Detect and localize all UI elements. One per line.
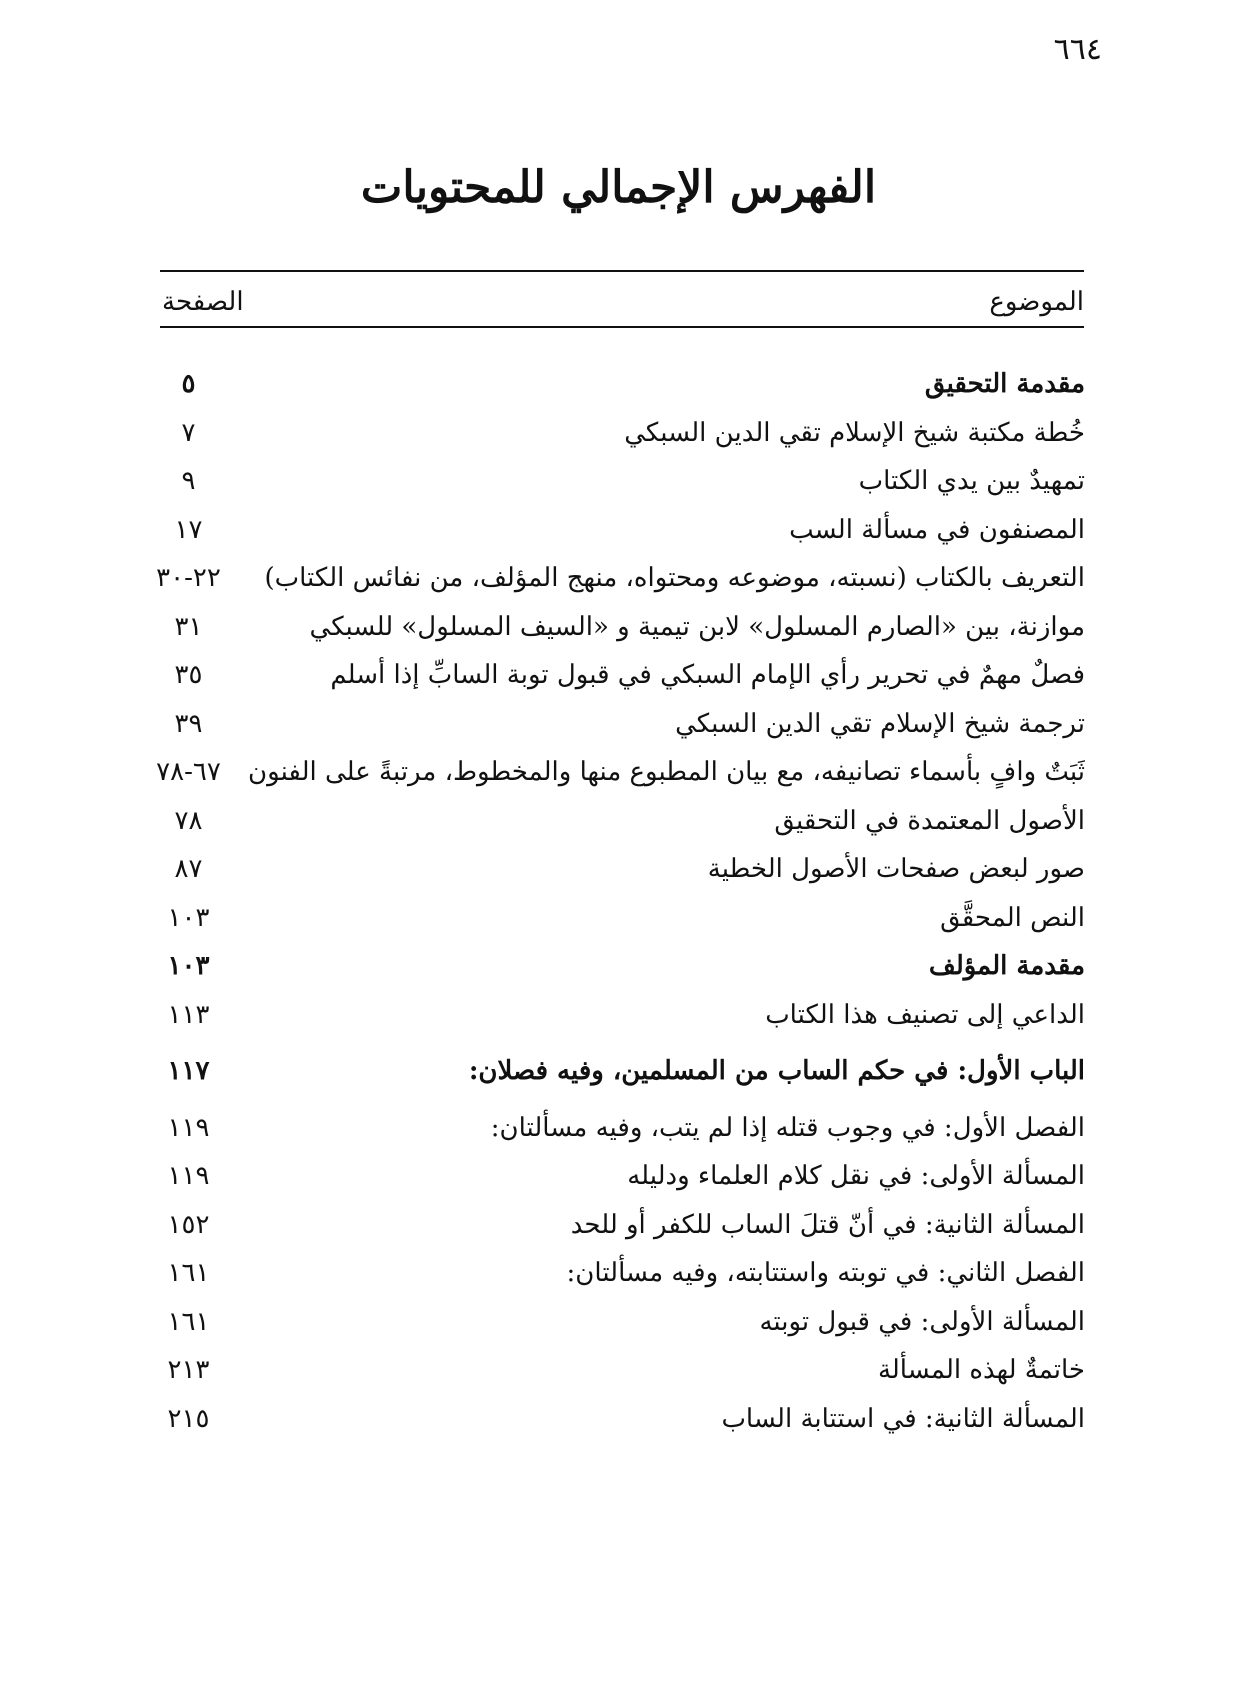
toc-entry-page: ١٧ bbox=[174, 514, 203, 545]
toc-entry bbox=[150, 1201, 1085, 1250]
toc-entry-title: النص المحقَّق bbox=[940, 902, 1085, 933]
toc-entry-title: مقدمة المؤلف bbox=[928, 951, 1085, 982]
toc-entry bbox=[150, 1346, 1085, 1395]
toc-entry-page: ١١٩ bbox=[167, 1112, 210, 1143]
toc-entry-title: خاتمةٌ لهذه المسألة bbox=[877, 1355, 1085, 1386]
toc-entry-title: المسألة الثانية: في أنّ قتلَ الساب للكفر أو للحد bbox=[570, 1209, 1085, 1240]
toc-entry bbox=[150, 457, 1085, 506]
toc-entry bbox=[150, 845, 1085, 894]
toc-entry-title: موازنة، بين «الصارم المسلول» لابن تيمية و «السيف المسلول» للسبكي bbox=[309, 611, 1085, 642]
toc-entry-page: ١٠٣ bbox=[167, 902, 210, 933]
toc-entry bbox=[150, 409, 1085, 458]
toc-entry bbox=[150, 894, 1085, 943]
toc-entry-title: التعريف بالكتاب (نسبته، موضوعه ومحتواه، منهج المؤلف، من نفائس الكتاب) bbox=[264, 563, 1085, 594]
toc-entry bbox=[150, 1249, 1085, 1298]
toc-entry-page: ٢١٥ bbox=[167, 1403, 210, 1434]
toc-entry-title: مقدمة التحقيق bbox=[924, 369, 1085, 400]
toc-entry-title: ترجمة شيخ الإسلام تقي الدين السبكي bbox=[675, 708, 1085, 739]
toc-entry-title: المصنفون في مسألة السب bbox=[789, 514, 1085, 545]
toc-entry-page: ٥ bbox=[181, 369, 196, 400]
page-number: ٦٦٤ bbox=[1053, 32, 1102, 67]
toc-entry bbox=[150, 797, 1085, 846]
toc-entry-title: الأصول المعتمدة في التحقيق bbox=[774, 805, 1085, 836]
toc-entry-page: ١٦١ bbox=[167, 1258, 210, 1289]
toc-entry bbox=[150, 1152, 1085, 1201]
toc-entry-page: ٢١٣ bbox=[167, 1355, 210, 1386]
toc-entry bbox=[150, 506, 1085, 555]
toc-entry bbox=[150, 700, 1085, 749]
toc-entry-page: ٢٢-٣٠ bbox=[156, 563, 221, 594]
toc-entry-title: الفصل الثاني: في توبته واستتابته، وفيه مسألتان: bbox=[566, 1258, 1085, 1289]
header-top-rule bbox=[160, 270, 1084, 272]
toc-entry-title: تمهيدٌ بين يدي الكتاب bbox=[858, 466, 1085, 497]
toc-entry bbox=[150, 651, 1085, 700]
toc-body bbox=[150, 360, 1085, 1443]
toc-entry bbox=[150, 603, 1085, 652]
toc-entry-page: ٣٩ bbox=[174, 708, 203, 739]
toc-entry-title: خُطة مكتبة شيخ الإسلام تقي الدين السبكي bbox=[624, 417, 1085, 448]
toc-entry bbox=[150, 554, 1085, 603]
toc-entry bbox=[150, 1096, 1085, 1153]
toc-entry-page: ٨٧ bbox=[174, 854, 203, 885]
toc-entry-page: ١١٣ bbox=[167, 999, 210, 1030]
toc-entry-page: ٧٨ bbox=[174, 805, 203, 836]
toc-entry-title: فصلٌ مهمٌ في تحرير رأي الإمام السبكي في قبول توبة السابِّ إذا أسلم bbox=[330, 660, 1085, 691]
toc-entry-page: ٣٥ bbox=[174, 660, 203, 691]
toc-entry-page: ١١٧ bbox=[167, 1056, 210, 1087]
toc-entry-page: ٧ bbox=[181, 417, 196, 448]
toc-entry-page: ١٥٢ bbox=[167, 1209, 210, 1240]
toc-entry bbox=[150, 1395, 1085, 1444]
toc-entry bbox=[150, 748, 1085, 797]
toc-entry-page: ٩ bbox=[181, 466, 196, 497]
toc-entry-title: الباب الأول: في حكم الساب من المسلمين، وفيه فصلان: bbox=[468, 1056, 1085, 1087]
table-of-contents bbox=[150, 360, 1085, 1443]
toc-entry-title: صور لبعض صفحات الأصول الخطية bbox=[707, 854, 1085, 885]
toc-entry-page: ٦٧-٧٨ bbox=[156, 757, 221, 788]
page-title: الفهرس الإجمالي للمحتويات bbox=[360, 162, 877, 213]
toc-entry-page: ٣١ bbox=[174, 611, 203, 642]
column-header-topic: الموضوع bbox=[989, 287, 1084, 317]
header-bottom-rule bbox=[160, 326, 1084, 328]
column-header-page: الصفحة bbox=[162, 287, 244, 317]
toc-entry-title: المسألة الأولى: في قبول توبته bbox=[759, 1306, 1085, 1337]
toc-entry bbox=[150, 360, 1085, 409]
toc-entry-title: المسألة الثانية: في استتابة الساب bbox=[721, 1403, 1085, 1434]
toc-entry bbox=[150, 991, 1085, 1040]
toc-entry bbox=[150, 1039, 1085, 1096]
toc-entry-page: ١٠٣ bbox=[167, 951, 210, 982]
toc-entry bbox=[150, 942, 1085, 991]
toc-entry-page: ١٦١ bbox=[167, 1306, 210, 1337]
toc-entry-title: الداعي إلى تصنيف هذا الكتاب bbox=[765, 999, 1085, 1030]
toc-entry-page: ١١٩ bbox=[167, 1161, 210, 1192]
toc-entry-title: المسألة الأولى: في نقل كلام العلماء ودليله bbox=[627, 1161, 1085, 1192]
toc-entry bbox=[150, 1298, 1085, 1347]
toc-entry-title: الفصل الأول: في وجوب قتله إذا لم يتب، وفيه مسألتان: bbox=[490, 1112, 1085, 1143]
toc-entry-title: ثَبَتٌ وافٍ بأسماء تصانيفه، مع بيان المطبوع منها والمخطوط، مرتبةً على الفنون bbox=[248, 757, 1085, 788]
